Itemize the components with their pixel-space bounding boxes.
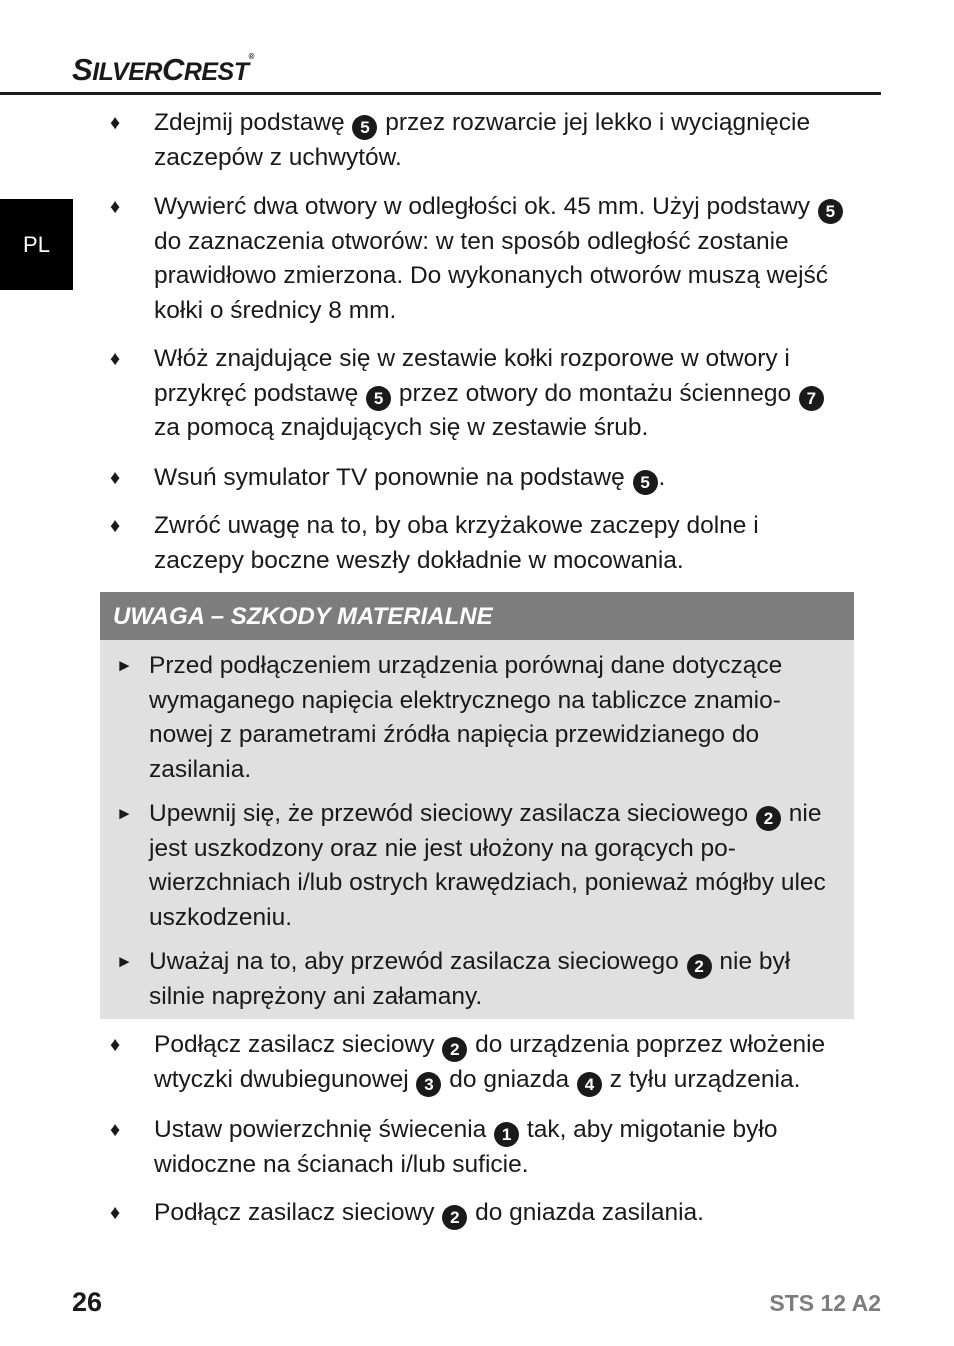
part-number-badge: 5 <box>352 115 377 140</box>
step-text: do zaznaczenia otworów: w ten sposób odległość zostanie prawidłowo zmierzona. Do wykonanych otworów muszą wejść kołki o średnicy 8 mm. <box>154 227 829 324</box>
warning-item <box>149 945 829 1014</box>
step-item <box>154 509 854 578</box>
part-number-badge: 5 <box>366 386 391 411</box>
step-text: przez otwory do montażu ściennego <box>392 379 798 407</box>
language-tab: PL <box>0 199 73 290</box>
step-item <box>154 1113 854 1182</box>
header-rule <box>0 92 881 95</box>
brand-letter-c: C <box>161 52 184 87</box>
step-text: Włóż znajdujące się w zestawie kołki rozporowe w otwory i przykręć podstawę <box>154 345 790 407</box>
step-text: przez rozwarcie jej lekko i wyciągnięcie zaczepów z uchwytów. <box>154 109 811 171</box>
warning-item <box>149 649 829 787</box>
step-text: do urządzenia poprzez włożenie wtyczki dwubiegunowej <box>154 1031 826 1093</box>
step-text: Zwróć uwagę na to, by oba krzyżakowe zaczepy dolne i zaczepy boczne weszły dokładnie w mocowania. <box>154 512 759 574</box>
step-item <box>154 1196 854 1231</box>
step-text: Podłącz zasilacz sieciowy <box>154 1199 442 1226</box>
diamond-bullet-icon: ♦ <box>110 112 121 134</box>
diamond-bullet-icon: ♦ <box>110 467 121 489</box>
warning-text: Upewnij się, że przewód sieciowy zasilacza sieciowego <box>149 800 755 827</box>
step-text: za pomocą znajdujących się w zestawie śrub. <box>154 414 649 441</box>
registered-mark: ® <box>248 52 254 61</box>
warning-text: nie jest uszkodzony oraz nie jest ułożony na gorących po-wierzchniach i/lub ostrych krawędziach, ponieważ mógłby ulec uszkodzeniu. <box>149 800 826 931</box>
diamond-bullet-icon: ♦ <box>110 1119 121 1141</box>
part-number-badge: 1 <box>494 1122 519 1147</box>
step-item <box>154 1028 854 1097</box>
diamond-bullet-icon: ♦ <box>110 196 121 218</box>
step-text: Zdejmij podstawę <box>154 109 352 136</box>
part-number-badge: 3 <box>416 1072 441 1097</box>
diamond-bullet-icon: ♦ <box>110 1202 121 1224</box>
warning-item <box>149 797 829 935</box>
part-number-badge: 2 <box>687 954 712 979</box>
part-number-badge: 5 <box>818 199 843 224</box>
arrow-bullet-icon: ► <box>116 952 133 971</box>
page-number: 26 <box>72 1287 103 1317</box>
arrow-bullet-icon: ► <box>116 656 133 675</box>
step-text: Wywierć dwa otwory w odległości ok. 45 mm. Użyj podstawy <box>154 193 817 220</box>
warning-text: Przed podłączeniem urządzenia porównaj dane dotyczące wymaganego napięcia elektrycznego na tabliczce znamio-nowej z parametrami źródła napięcia przewidzianego do zasilania. <box>149 652 783 783</box>
step-text: tak, aby migotanie było widoczne na ścianach i/lub suficie. <box>154 1116 778 1178</box>
diamond-bullet-icon: ♦ <box>110 348 121 370</box>
part-number-badge: 2 <box>442 1205 467 1230</box>
warning-text: nie był silnie naprężony ani załamany. <box>149 948 791 1010</box>
step-text: z tyłu urządzenia. <box>602 1065 801 1093</box>
part-number-badge: 7 <box>799 386 824 411</box>
step-text: do gniazda zasilania. <box>468 1199 704 1226</box>
warning-text: Uważaj na to, aby przewód zasilacza sieciowego <box>149 948 686 975</box>
step-text: Ustaw powierzchnię świecenia <box>154 1116 494 1143</box>
model-number: STS 12 A2 <box>769 1290 881 1316</box>
arrow-bullet-icon: ► <box>116 804 133 823</box>
part-number-badge: 5 <box>633 470 658 495</box>
step-item <box>154 106 854 175</box>
diamond-bullet-icon: ♦ <box>110 515 121 537</box>
part-number-badge: 2 <box>442 1037 467 1062</box>
brand-part-rest: REST <box>183 58 249 86</box>
step-item <box>154 190 854 328</box>
warning-title: UWAGA – SZKODY MATERIALNE <box>100 592 854 640</box>
step-text: do gniazda <box>442 1065 576 1093</box>
step-text: . <box>658 464 666 491</box>
brand-letter-s: S <box>72 52 93 87</box>
step-text: Wsuń symulator TV ponownie na podstawę <box>154 464 632 491</box>
brand-part-ilver: ILVER <box>92 58 162 86</box>
step-text: Podłącz zasilacz sieciowy <box>154 1031 442 1058</box>
step-item <box>154 461 854 496</box>
warning-box <box>100 592 854 1019</box>
part-number-badge: 2 <box>756 806 781 831</box>
brand-logo <box>72 52 254 88</box>
diamond-bullet-icon: ♦ <box>110 1034 121 1056</box>
part-number-badge: 4 <box>577 1072 602 1097</box>
step-item <box>154 342 854 446</box>
